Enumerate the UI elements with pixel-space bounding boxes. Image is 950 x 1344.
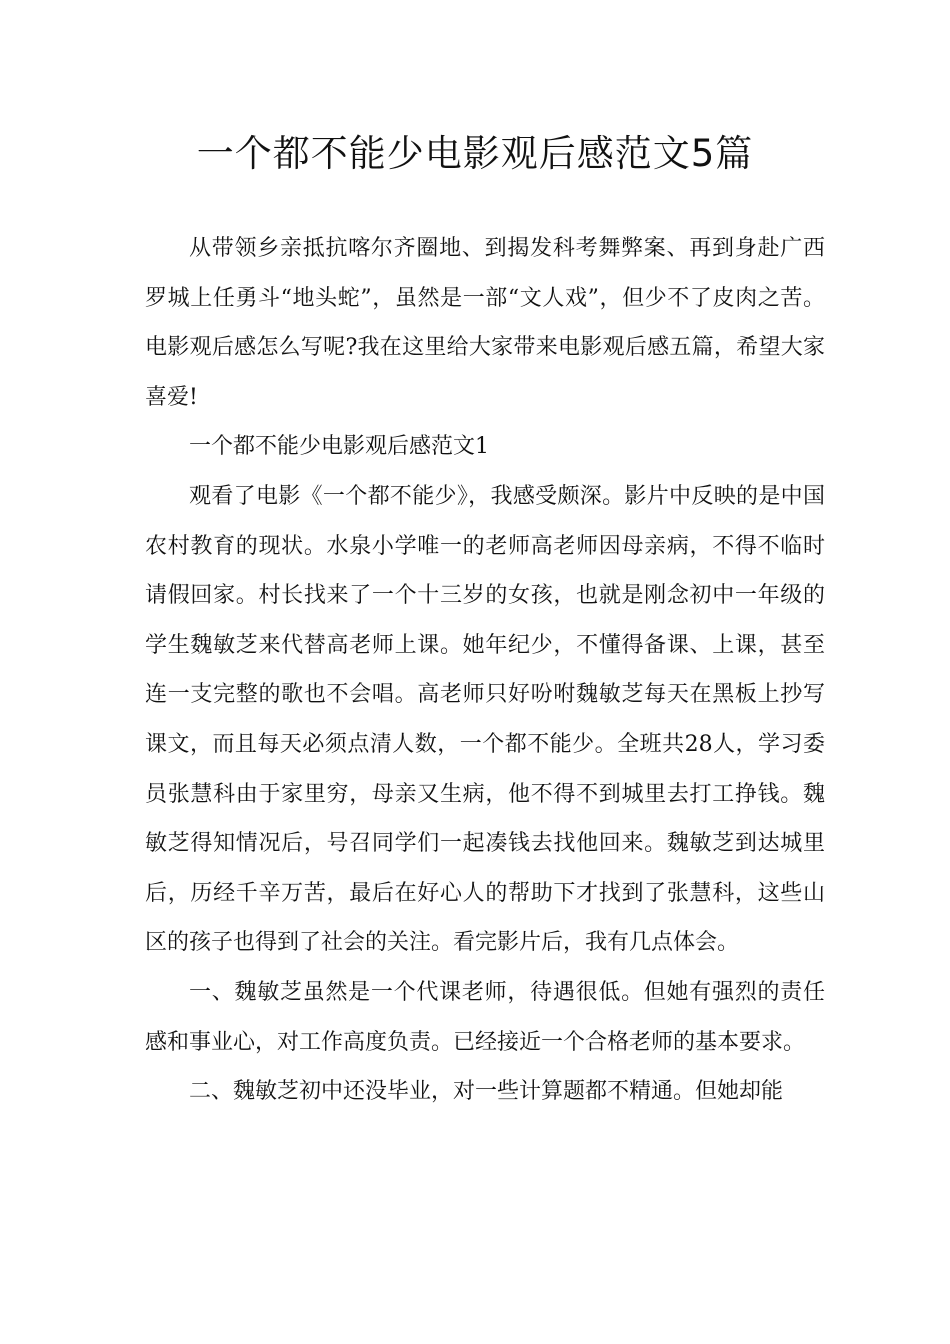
document-title: 一个都不能少电影观后感范文5篇 [196,132,754,175]
section-heading: 一个都不能少电影观后感范文1 [189,434,489,460]
paragraph-intro: 从带领乡亲抵抗喀尔齐圈地、到揭发科考舞弊案、再到身赴广西罗城上任勇斗“地头蛇”，虽然是一部“文人戏”，但少不了皮肉之苦。电影观后感怎么写呢?我在这里给大家带来电影观后感五篇，希望大家喜爱! [145,236,825,410]
paragraph-review: 观看了电影《一个都不能少》，我感受颇深。影片中反映的是中国农村教育的现状。水泉小学唯一的老师高老师因母亲病，不得不临时请假回家。村长找来了一个十三岁的女孩，也就是刚念初中一年级的学生魏敏芝来代替高老师上课。她年纪少，不懂得备课、上课，甚至连一支完整的歌也不会唱。高老师只好吩咐魏敏芝每天在黑板上抄写课文，而且每天必须点清人数，一个都不能少。全班共28人，学习委员张慧科由于家里穷，母亲又生病，他不得不到城里去打工挣钱。魏敏芝得知情况后，号召同学们一起凑钱去找他回来。魏敏芝到达城里后，历经千辛万苦，最后在好心人的帮助下才找到了张慧科，这些山区的孩子也得到了社会的关注。看完影片后，我有几点体会。 [145,483,825,956]
paragraph-point-one: 一、魏敏芝虽然是一个代课老师，待遇很低。但她有强烈的责任感和事业心，对工作高度负责。已经接近一个合格老师的基本要求。 [145,979,825,1055]
document-body [145,224,825,1117]
paragraph-point-two: 二、魏敏芝初中还没毕业，对一些计算题都不精通。但她却能 [189,1079,784,1105]
